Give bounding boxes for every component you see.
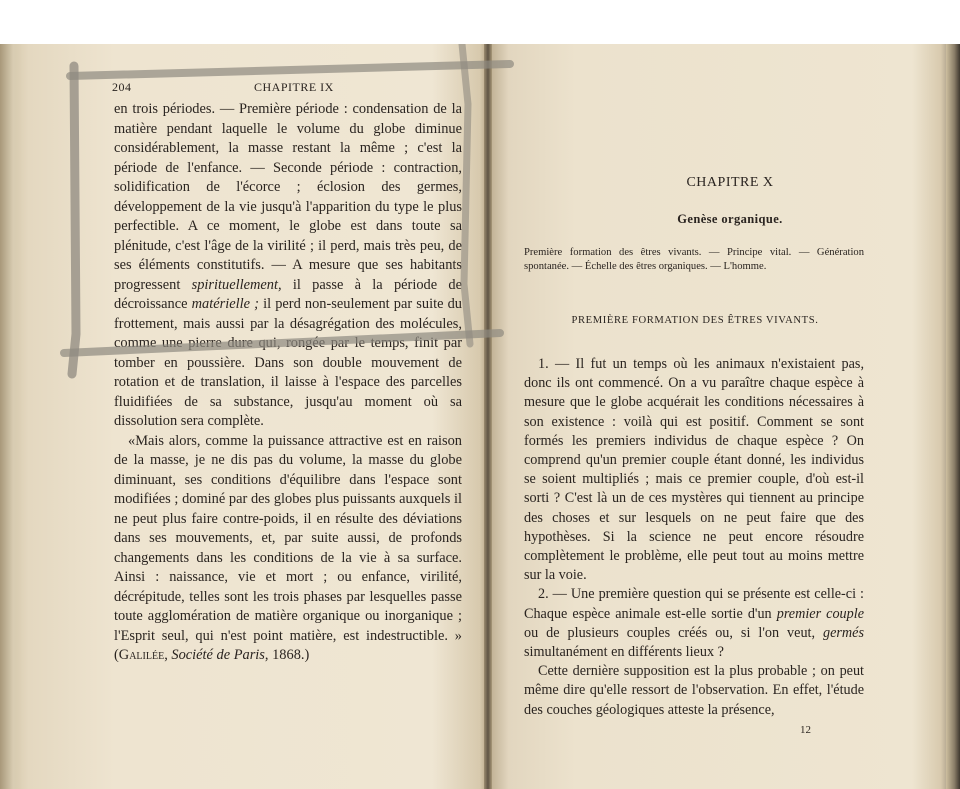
text-run: , 1868.) bbox=[264, 647, 310, 663]
right-paragraph bbox=[524, 662, 864, 720]
text-run: , bbox=[164, 647, 172, 663]
signature-mark: 12 bbox=[800, 724, 811, 736]
text-run: 1. — Il fut un temps où les animaux n'existaient pas, donc ils ont commencé. On a vu paraître chaque espèce à mesure que le globe acquérait les conditions nécessaires à son existence : voilà qui est positif. Comment se sont formés les premiers individus de chaque espèce ? On comprend qu'un premier couple étant donné, les individus se soient multipliés ; mais ce premier couple, d'où est-il sorti ? C'est là un de ces mystères qui tiennent au principe des choses et sur lesquels on ne peut faire que des hypothèses. Si la science ne peut encore résoudre complètement le problème, elle peut tout au moins mettre sur la voie. bbox=[524, 356, 864, 584]
page-number: 204 bbox=[112, 80, 132, 94]
text-run: ou de plusieurs couples créés ou, si l'on veut, bbox=[524, 624, 824, 641]
text-run: en trois périodes. — Première période : condensation de la matière pendant laquelle le volume du globe diminue considérablement, la masse restant la même ; c'est la période de l'enfance. — Seconde période : contraction, solidification de l'écorce ; éclosion des germes, développement de la vie jusqu'à l'apparition du type le plus perfectible. A ce moment, le globe est dans toute sa plénitude, c'est l'âge de la virilité ; il perd, mais très peu, de ses éléments constitutifs. — A mesure que ses habitants progressent bbox=[114, 101, 462, 293]
italic-text: Société de Paris bbox=[171, 647, 265, 663]
running-head-title: CHAPITRE IX bbox=[254, 80, 334, 94]
italic-text: premier couple bbox=[776, 605, 864, 622]
section-title: PREMIÈRE FORMATION DES ÊTRES VIVANTS. bbox=[571, 315, 819, 326]
left-paragraph bbox=[114, 100, 462, 432]
chapter-title: CHAPITRE X bbox=[686, 175, 774, 190]
chapter-subtitle: Genèse organique. bbox=[677, 212, 783, 226]
right-paragraph bbox=[524, 585, 864, 662]
right-page bbox=[490, 44, 960, 789]
text-run: «Mais alors, comme la puissance attractive est en raison de la masse, je ne dis pas du volume, la masse du globe diminuant, ses conditions d'équilibre dans l'espace sont modifiées ; dominé par des globes plus puissants auxquels il ne peut plus faire contre-poids, il en résulte des déviations dans ses mouvements, et, par suite aussi, de profonds changements dans les conditions de la vie à sa surface. Ainsi : naissance, vie et mort ; ou enfance, virilité, décrépitude, telles sont les trois phases par lesquelles passe toute agglomération de matière organique ou inorganique ; l'Esprit seul, qui n'est point matière, est indestructible. » ( bbox=[114, 432, 462, 663]
open-book bbox=[0, 44, 960, 789]
italic-text: spirituellement, bbox=[191, 276, 282, 293]
left-page bbox=[0, 44, 486, 789]
chapter-summary: Première formation des êtres vivants. — Principe vital. — Génération spontanée. — Échelle des êtres organiques. — L'homme. bbox=[524, 247, 864, 272]
text-run: il perd non-seulement par suite du frottement, mais aussi par la désagrégation des molécules, comme une pierre dure qui, rongée par le temps, finit par tomber en poussière. Dans son double mouvement de rotation et de translation, il laisse à l'espace des parcelles fluidifiées de sa substance, jusqu'au moment où sa dissolution sera complète. bbox=[114, 296, 462, 429]
text-run: 2. — Une première question qui se présente est celle-ci : Chaque espèce animale est-elle sortie d'un bbox=[524, 586, 864, 622]
right-page-body bbox=[524, 355, 864, 720]
left-paragraph bbox=[114, 432, 462, 666]
right-paragraph bbox=[524, 355, 864, 585]
smallcaps-text: Galilée bbox=[118, 647, 165, 663]
text-run: Cette dernière supposition est la plus probable ; on peut même dire qu'elle ressort de l'observation. En effet, l'étude des couches géologiques atteste la présence, bbox=[524, 663, 864, 718]
left-page-body bbox=[114, 100, 462, 666]
italic-text: matérielle ; bbox=[191, 296, 259, 312]
text-run: il passe à la période de décroissance bbox=[114, 276, 463, 312]
right-page-edge bbox=[946, 44, 960, 789]
text-run: simultanément en différents lieux ? bbox=[524, 644, 724, 661]
italic-text: germés bbox=[823, 624, 864, 641]
